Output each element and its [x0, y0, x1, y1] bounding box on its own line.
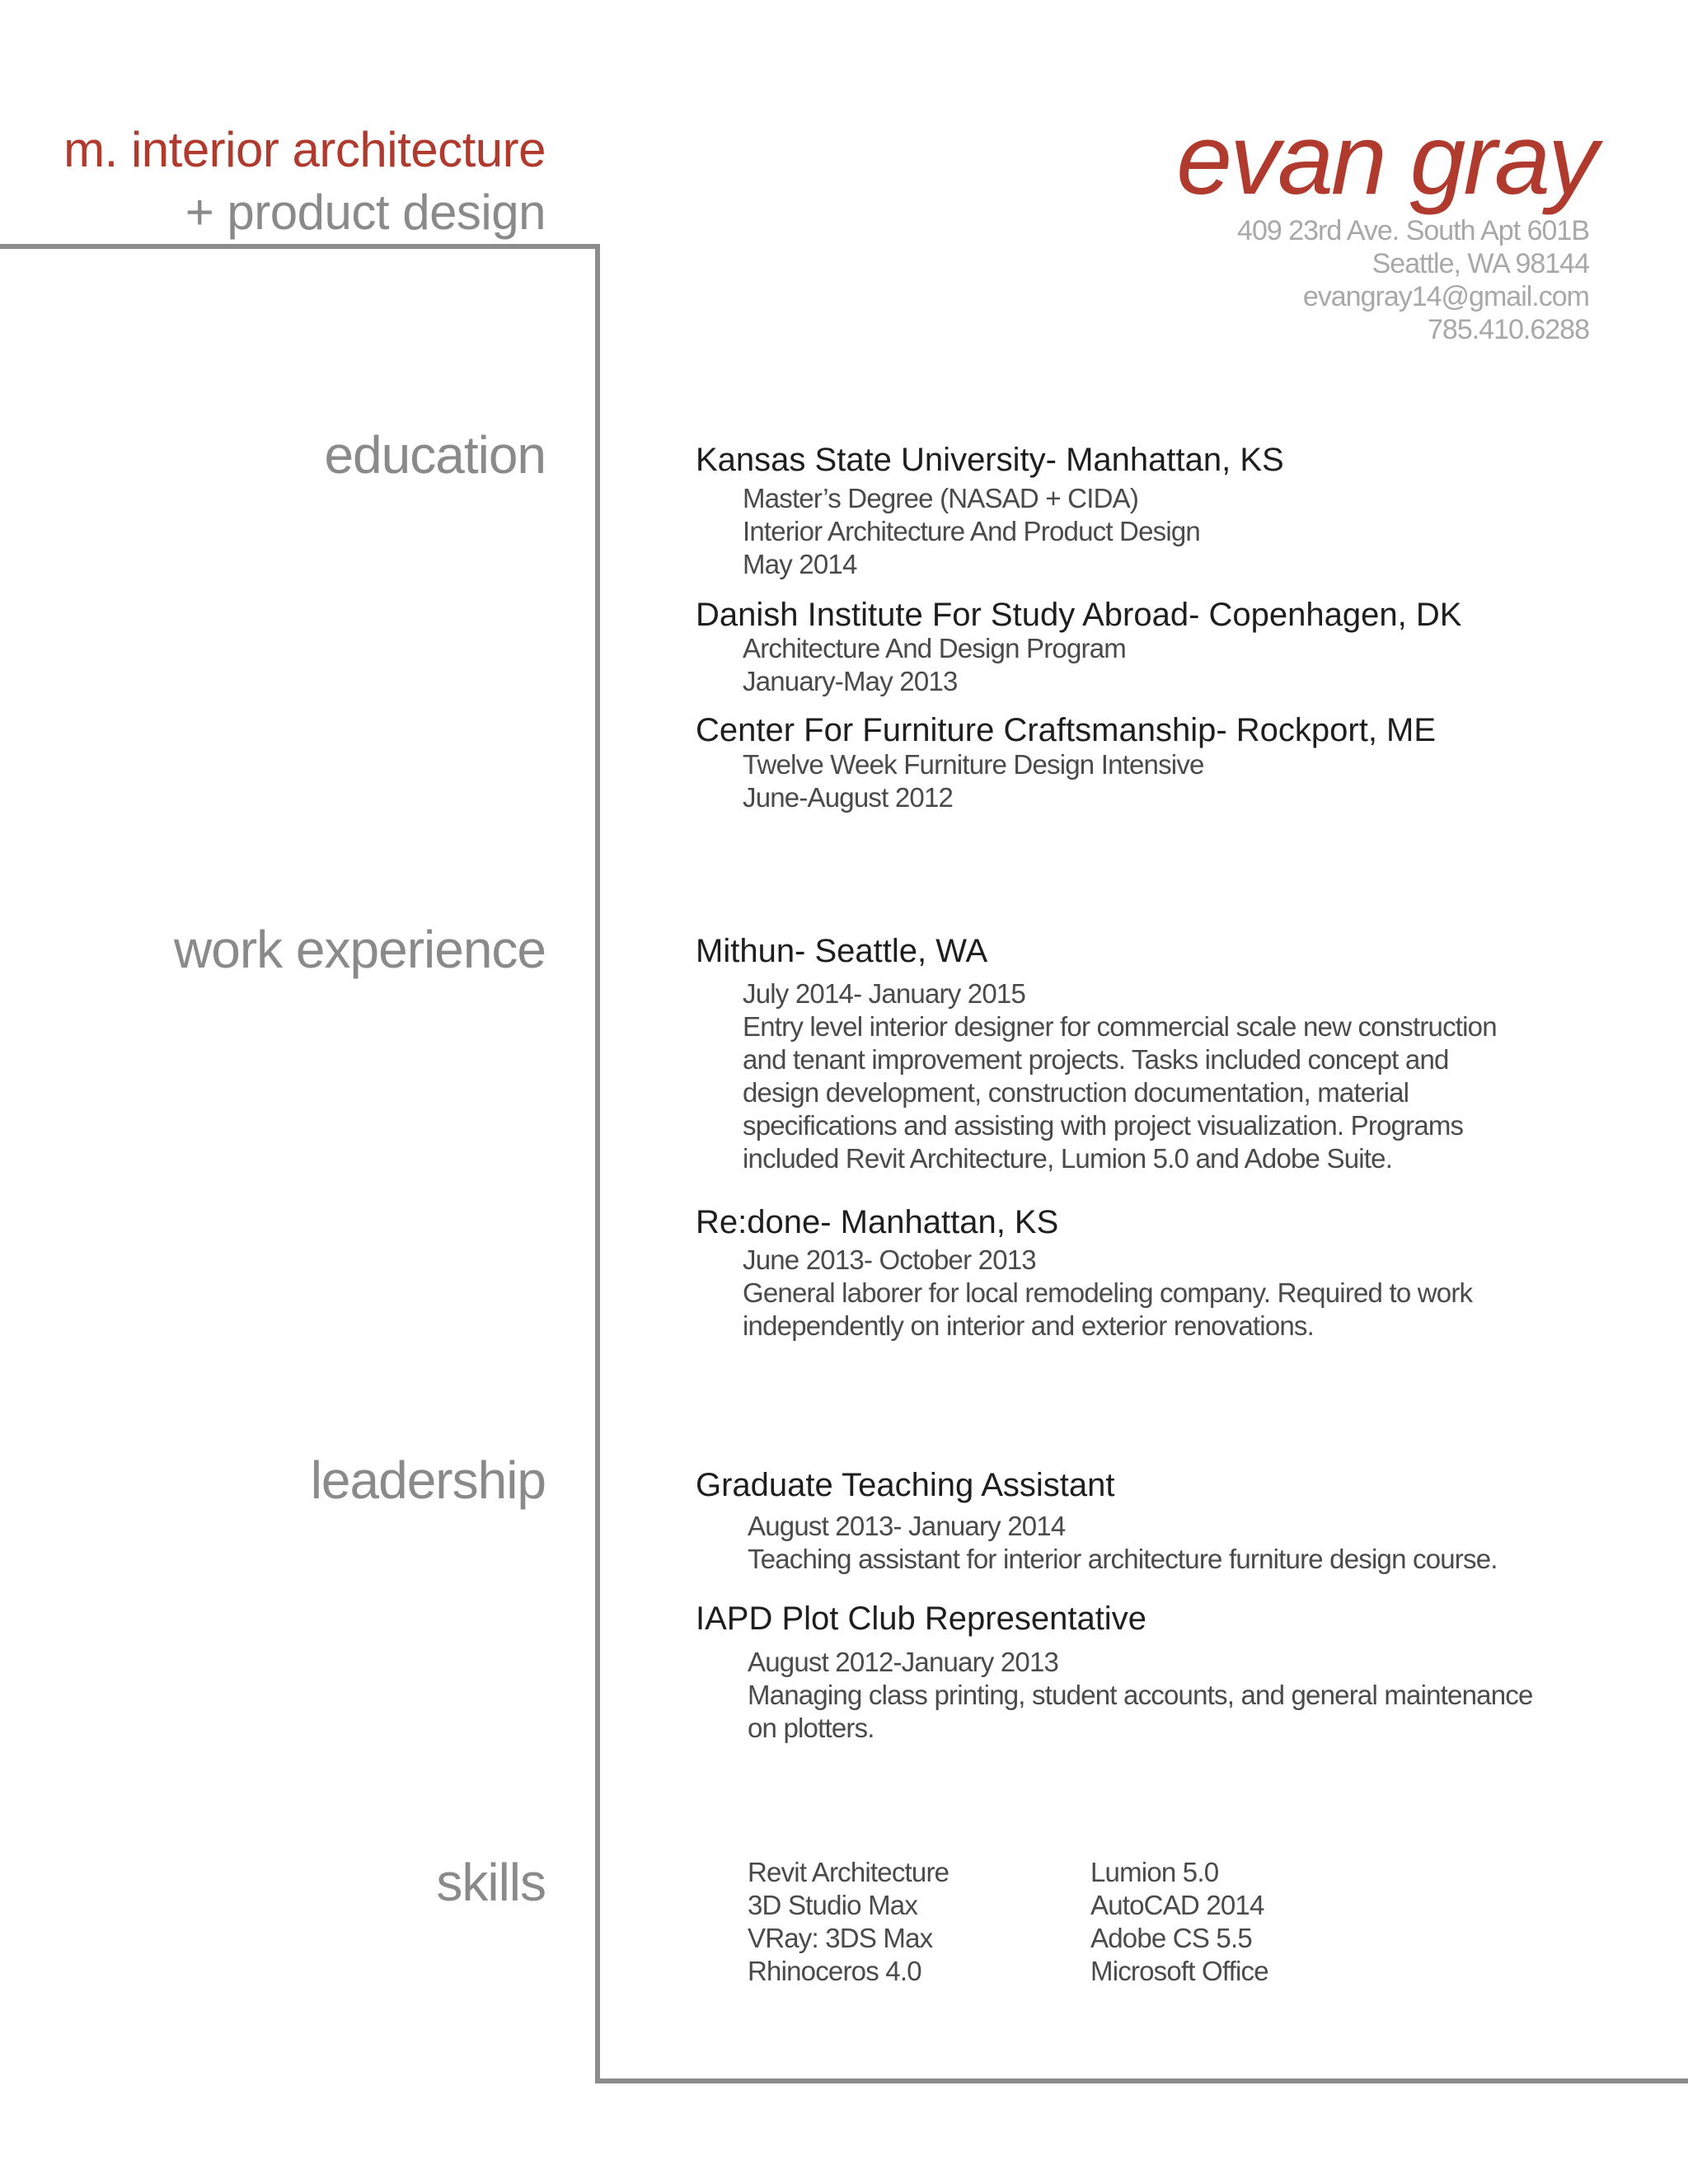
- leadership-entry-line: Teaching assistant for interior architecture furniture design course.: [748, 1544, 1498, 1574]
- skill-item: Revit Architecture: [748, 1857, 950, 1887]
- skill-item: VRay: 3DS Max: [748, 1923, 933, 1953]
- top-rule: [0, 244, 600, 249]
- skill-item: Rhinoceros 4.0: [748, 1956, 921, 1986]
- leadership-entry-line: August 2012-January 2013: [748, 1647, 1059, 1677]
- education-entry-line: Twelve Week Furniture Design Intensive: [743, 749, 1204, 780]
- resume-name: evan gray: [1176, 103, 1596, 215]
- skill-item: AutoCAD 2014: [1090, 1890, 1264, 1920]
- work-entry-line: included Revit Architecture, Lumion 5.0 and Adobe Suite.: [743, 1143, 1393, 1174]
- leadership-entry-line: on plotters.: [748, 1713, 874, 1743]
- skill-item: Adobe CS 5.5: [1090, 1923, 1252, 1953]
- work-entry-title: Mithun- Seattle, WA: [696, 933, 988, 969]
- leadership-entry-title: IAPD Plot Club Representative: [696, 1601, 1146, 1637]
- work-entry-line: Entry level interior designer for commercial scale new construction: [743, 1011, 1497, 1042]
- leadership-entry-title: Graduate Teaching Assistant: [696, 1467, 1115, 1503]
- degree-line-1: m. interior architecture: [63, 122, 546, 177]
- address-line-2: Seattle, WA 98144: [1372, 248, 1589, 279]
- education-entry-line: June-August 2012: [743, 782, 954, 813]
- address-line-1: 409 23rd Ave. South Apt 601B: [1237, 215, 1589, 246]
- education-entry-title: Center For Furniture Craftsmanship- Rockport, ME: [696, 712, 1437, 748]
- education-entry-line: Architecture And Design Program: [743, 633, 1126, 663]
- work-entry-line: June 2013- October 2013: [743, 1244, 1036, 1275]
- education-entry-line: May 2014: [743, 549, 857, 579]
- work-entry-line: and tenant improvement projects. Tasks included concept and: [743, 1044, 1449, 1075]
- education-entry-title: Danish Institute For Study Abroad- Copenhagen, DK: [696, 597, 1462, 633]
- work-entry-title: Re:done- Manhattan, KS: [696, 1204, 1059, 1240]
- skill-item: 3D Studio Max: [748, 1890, 918, 1920]
- work-entry-line: independently on interior and exterior renovations.: [743, 1310, 1314, 1341]
- work-entry-line: specifications and assisting with project visualization. Programs: [743, 1110, 1464, 1141]
- leadership-entry-line: August 2013- January 2014: [748, 1511, 1066, 1541]
- education-entry-title: Kansas State University- Manhattan, KS: [696, 442, 1284, 478]
- skill-item: Microsoft Office: [1090, 1956, 1268, 1986]
- education-entry-line: January-May 2013: [743, 666, 958, 696]
- vertical-rule: [595, 244, 600, 2083]
- skill-item: Lumion 5.0: [1090, 1857, 1219, 1887]
- leadership-entry-line: Managing class printing, student accounts, and general maintenance: [748, 1680, 1533, 1710]
- section-work-experience: work experience: [174, 920, 546, 979]
- work-entry-line: design development, construction documentation, material: [743, 1077, 1409, 1108]
- section-education: education: [324, 425, 546, 485]
- degree-line-2: + product design: [185, 185, 546, 240]
- phone: 785.410.6288: [1428, 314, 1589, 345]
- bottom-rule: [595, 2079, 1688, 2083]
- section-skills: skills: [436, 1853, 546, 1912]
- email: evangray14@gmail.com: [1302, 281, 1589, 312]
- work-entry-line: July 2014- January 2015: [743, 978, 1026, 1009]
- section-leadership: leadership: [310, 1451, 546, 1510]
- work-entry-line: General laborer for local remodeling company. Required to work: [743, 1277, 1473, 1308]
- education-entry-line: Master’s Degree (NASAD + CIDA): [743, 483, 1139, 513]
- education-entry-line: Interior Architecture And Product Design: [743, 516, 1200, 546]
